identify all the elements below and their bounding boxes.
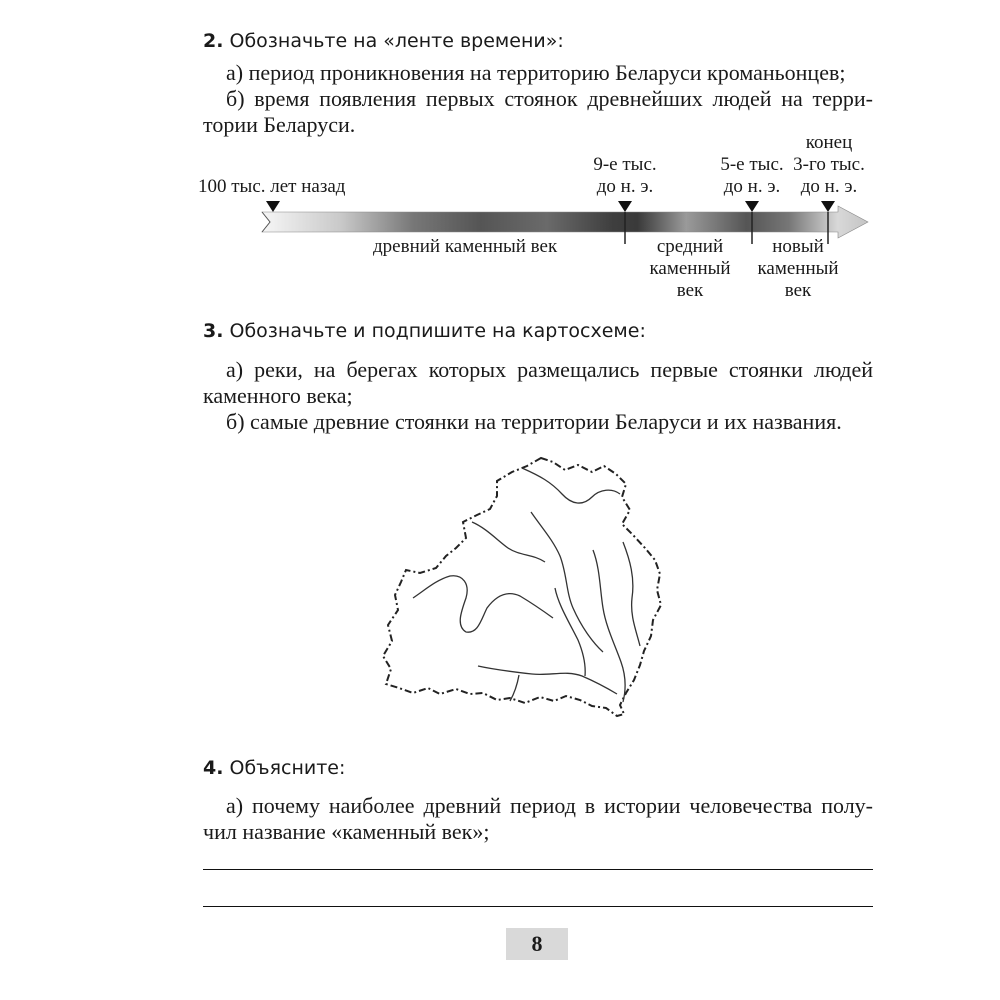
task-4-title: Объясните: <box>229 757 346 779</box>
task-2-title: Обозначьте на «ленте времени»: <box>229 30 564 52</box>
task-2-item-b-line1: б) время появления первых стоянок древнейших людей на терри- <box>226 86 873 111</box>
task-3-number: 3. <box>203 320 224 342</box>
timeline-mark-9k: 9-е тыс. до н. э. <box>593 154 657 197</box>
period-paleolithic: древний каменный век <box>373 236 558 257</box>
task-3-item-b: б) самые древние стоянки на территории Беларуси и их названия. <box>226 409 842 434</box>
page-number: 8 <box>506 928 568 960</box>
timeline-start-label: 100 тыс. лет назад <box>198 176 346 197</box>
river-viliya <box>472 522 545 562</box>
river-neman <box>413 576 553 632</box>
task-4-item-a-line2: чил название «каменный век»; <box>203 819 490 844</box>
task-2-item-a: а) период проникновения на территорию Беларуси кроманьонцев; <box>226 60 846 85</box>
task-4-number: 4. <box>203 757 224 779</box>
period-mesolithic: средний каменный век <box>649 236 731 301</box>
answer-line-1[interactable] <box>203 869 873 870</box>
timeline-mark-end3k: конец 3-го тыс. до н. э. <box>793 132 865 197</box>
river-berezina <box>531 512 603 652</box>
timeline-mark-5k: 5-е тыс. до н. э. <box>720 154 784 197</box>
map-border <box>383 458 661 716</box>
river-western-dvina <box>522 468 620 503</box>
task-2-item-b-line2: тории Беларуси. <box>203 112 356 137</box>
task-2-number: 2. <box>203 30 224 52</box>
task-3-item-a-line1: а) реки, на берегах которых размещались первые стоянки людей <box>226 357 873 382</box>
river-sozh <box>623 542 640 646</box>
river-goryn <box>510 675 519 701</box>
task-4-heading <box>203 757 345 779</box>
task-3-title: Обозначьте и подпишите на картосхеме: <box>229 320 646 342</box>
period-neolithic: новый каменный век <box>757 236 839 301</box>
map-rivers <box>413 468 640 702</box>
task-3-item-a-line2: каменного века; <box>203 383 353 408</box>
task-4-item-a-line1: а) почему наиболее древний период в истории человечества полу- <box>226 793 873 818</box>
river-pripyat <box>478 666 617 694</box>
answer-line-2[interactable] <box>203 906 873 907</box>
river-dnieper <box>593 550 625 702</box>
